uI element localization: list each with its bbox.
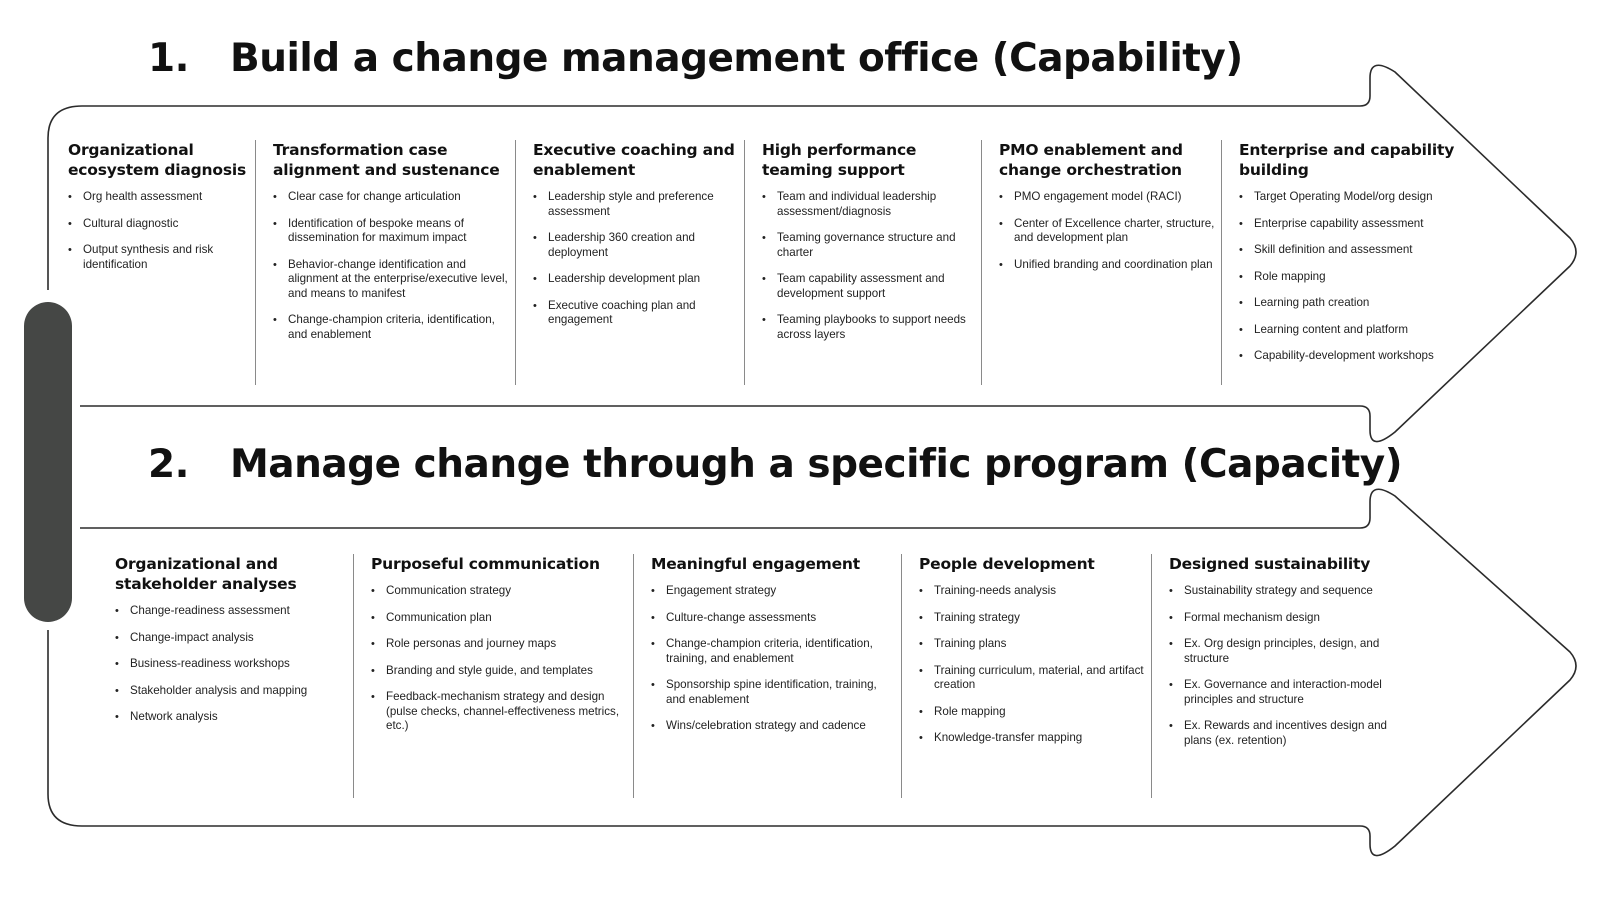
section-1-column-3 xyxy=(515,140,744,385)
section-2-column-3 xyxy=(633,554,901,798)
list-item: • Training curriculum, material, and artifact creation xyxy=(919,664,1145,693)
section-2-column-1 xyxy=(98,554,353,798)
list-item: • Communication plan xyxy=(371,611,627,626)
list-item: • Role mapping xyxy=(1239,270,1463,285)
column-bullet-list xyxy=(1239,190,1463,364)
column-title: Organizational ecosystem diagnosis xyxy=(68,141,246,179)
list-item: • Unified branding and coordination plan xyxy=(999,258,1215,273)
list-item: • Skill definition and assessment xyxy=(1239,243,1463,258)
list-item: • Teaming playbooks to support needs across layers xyxy=(762,313,975,342)
column-bullet-list xyxy=(273,190,509,342)
list-item: • Training plans xyxy=(919,637,1145,652)
column-title: Transformation case alignment and sustenance xyxy=(273,141,500,179)
list-item: • Formal mechanism design xyxy=(1169,611,1395,626)
list-item: • Role mapping xyxy=(919,705,1145,720)
list-item: • Role personas and journey maps xyxy=(371,637,627,652)
column-title: Enterprise and capability building xyxy=(1239,141,1455,179)
section-1-column-5 xyxy=(981,140,1221,385)
column-title: Designed sustainability xyxy=(1169,555,1371,573)
column-bullet-list xyxy=(999,190,1215,272)
list-item: • Behavior-change identification and alignment at the enterprise/executive level, and means to manifest xyxy=(273,258,509,302)
section-1-column-4 xyxy=(744,140,981,385)
section-2-column-5 xyxy=(1151,554,1401,798)
list-item: • Leadership development plan xyxy=(533,272,738,287)
list-item: • Feedback-mechanism strategy and design (pulse checks, channel-effectiveness metrics, etc.) xyxy=(371,690,627,734)
column-title: People development xyxy=(919,555,1095,573)
list-item: • Team and individual leadership assessment/diagnosis xyxy=(762,190,975,219)
list-item: • Culture-change assessments xyxy=(651,611,895,626)
list-item: • Clear case for change articulation xyxy=(273,190,509,205)
section-1-column-1 xyxy=(51,140,255,385)
list-item: • Capability-development workshops xyxy=(1239,349,1463,364)
column-bullet-list xyxy=(68,190,249,272)
list-item: • Target Operating Model/org design xyxy=(1239,190,1463,205)
list-item: • Branding and style guide, and templates xyxy=(371,664,627,679)
list-item: • Stakeholder analysis and mapping xyxy=(115,684,347,699)
list-item: • Change-champion criteria, identification, and enablement xyxy=(273,313,509,342)
list-item: • Ex. Rewards and incentives design and plans (ex. retention) xyxy=(1169,719,1395,748)
section-2-number: 2. xyxy=(148,442,189,487)
section-1-column-6 xyxy=(1221,140,1469,385)
section-2-column-2 xyxy=(353,554,633,798)
list-item: • Ex. Org design principles, design, and structure xyxy=(1169,637,1395,666)
column-bullet-list xyxy=(371,584,627,734)
column-bullet-list xyxy=(919,584,1145,746)
column-title: Meaningful engagement xyxy=(651,555,860,573)
section-1-title: Build a change management office (Capability) xyxy=(230,36,1243,81)
list-item: • Training-needs analysis xyxy=(919,584,1145,599)
list-item: • Enterprise capability assessment xyxy=(1239,217,1463,232)
column-bullet-list xyxy=(651,584,895,734)
list-item: • Executive coaching plan and engagement xyxy=(533,299,738,328)
list-item: • Teaming governance structure and charter xyxy=(762,231,975,260)
list-item: • Center of Excellence charter, structure, and development plan xyxy=(999,217,1215,246)
list-item: • Communication strategy xyxy=(371,584,627,599)
list-item: • Business-readiness workshops xyxy=(115,657,347,672)
list-item: • Output synthesis and risk identification xyxy=(68,243,249,272)
column-title: High performance teaming support xyxy=(762,141,917,179)
list-item: • Engagement strategy xyxy=(651,584,895,599)
list-item: • Training strategy xyxy=(919,611,1145,626)
column-bullet-list xyxy=(1169,584,1395,748)
list-item: • Change-champion criteria, identification, training, and enablement xyxy=(651,637,895,666)
section-2-title: Manage change through a specific program (Capacity) xyxy=(230,442,1403,487)
list-item: • Sustainability strategy and sequence xyxy=(1169,584,1395,599)
list-item: • Learning path creation xyxy=(1239,296,1463,311)
list-item: • Change-readiness assessment xyxy=(115,604,347,619)
column-bullet-list xyxy=(762,190,975,342)
column-title: Purposeful communication xyxy=(371,555,600,573)
column-bullet-list xyxy=(533,190,738,328)
section-1-column-2 xyxy=(255,140,515,385)
list-item: • Identification of bespoke means of dissemination for maximum impact xyxy=(273,217,509,246)
column-title: Executive coaching and enablement xyxy=(533,141,735,179)
list-item: • Leadership style and preference assessment xyxy=(533,190,738,219)
column-title: Organizational and stakeholder analyses xyxy=(115,555,297,593)
column-title: PMO enablement and change orchestration xyxy=(999,141,1183,179)
section-1-number: 1. xyxy=(148,36,189,81)
column-bullet-list xyxy=(115,604,347,725)
list-item: • Org health assessment xyxy=(68,190,249,205)
list-item: • Cultural diagnostic xyxy=(68,217,249,232)
list-item: • Sponsorship spine identification, training, and enablement xyxy=(651,678,895,707)
list-item: • Ex. Governance and interaction-model principles and structure xyxy=(1169,678,1395,707)
list-item: • Team capability assessment and development support xyxy=(762,272,975,301)
list-item: • Learning content and platform xyxy=(1239,323,1463,338)
list-item: • Change-impact analysis xyxy=(115,631,347,646)
list-item: • Leadership 360 creation and deployment xyxy=(533,231,738,260)
list-item: • Wins/celebration strategy and cadence xyxy=(651,719,895,734)
list-item: • Knowledge-transfer mapping xyxy=(919,731,1145,746)
section-2-column-4 xyxy=(901,554,1151,798)
list-item: • PMO engagement model (RACI) xyxy=(999,190,1215,205)
list-item: • Network analysis xyxy=(115,710,347,725)
